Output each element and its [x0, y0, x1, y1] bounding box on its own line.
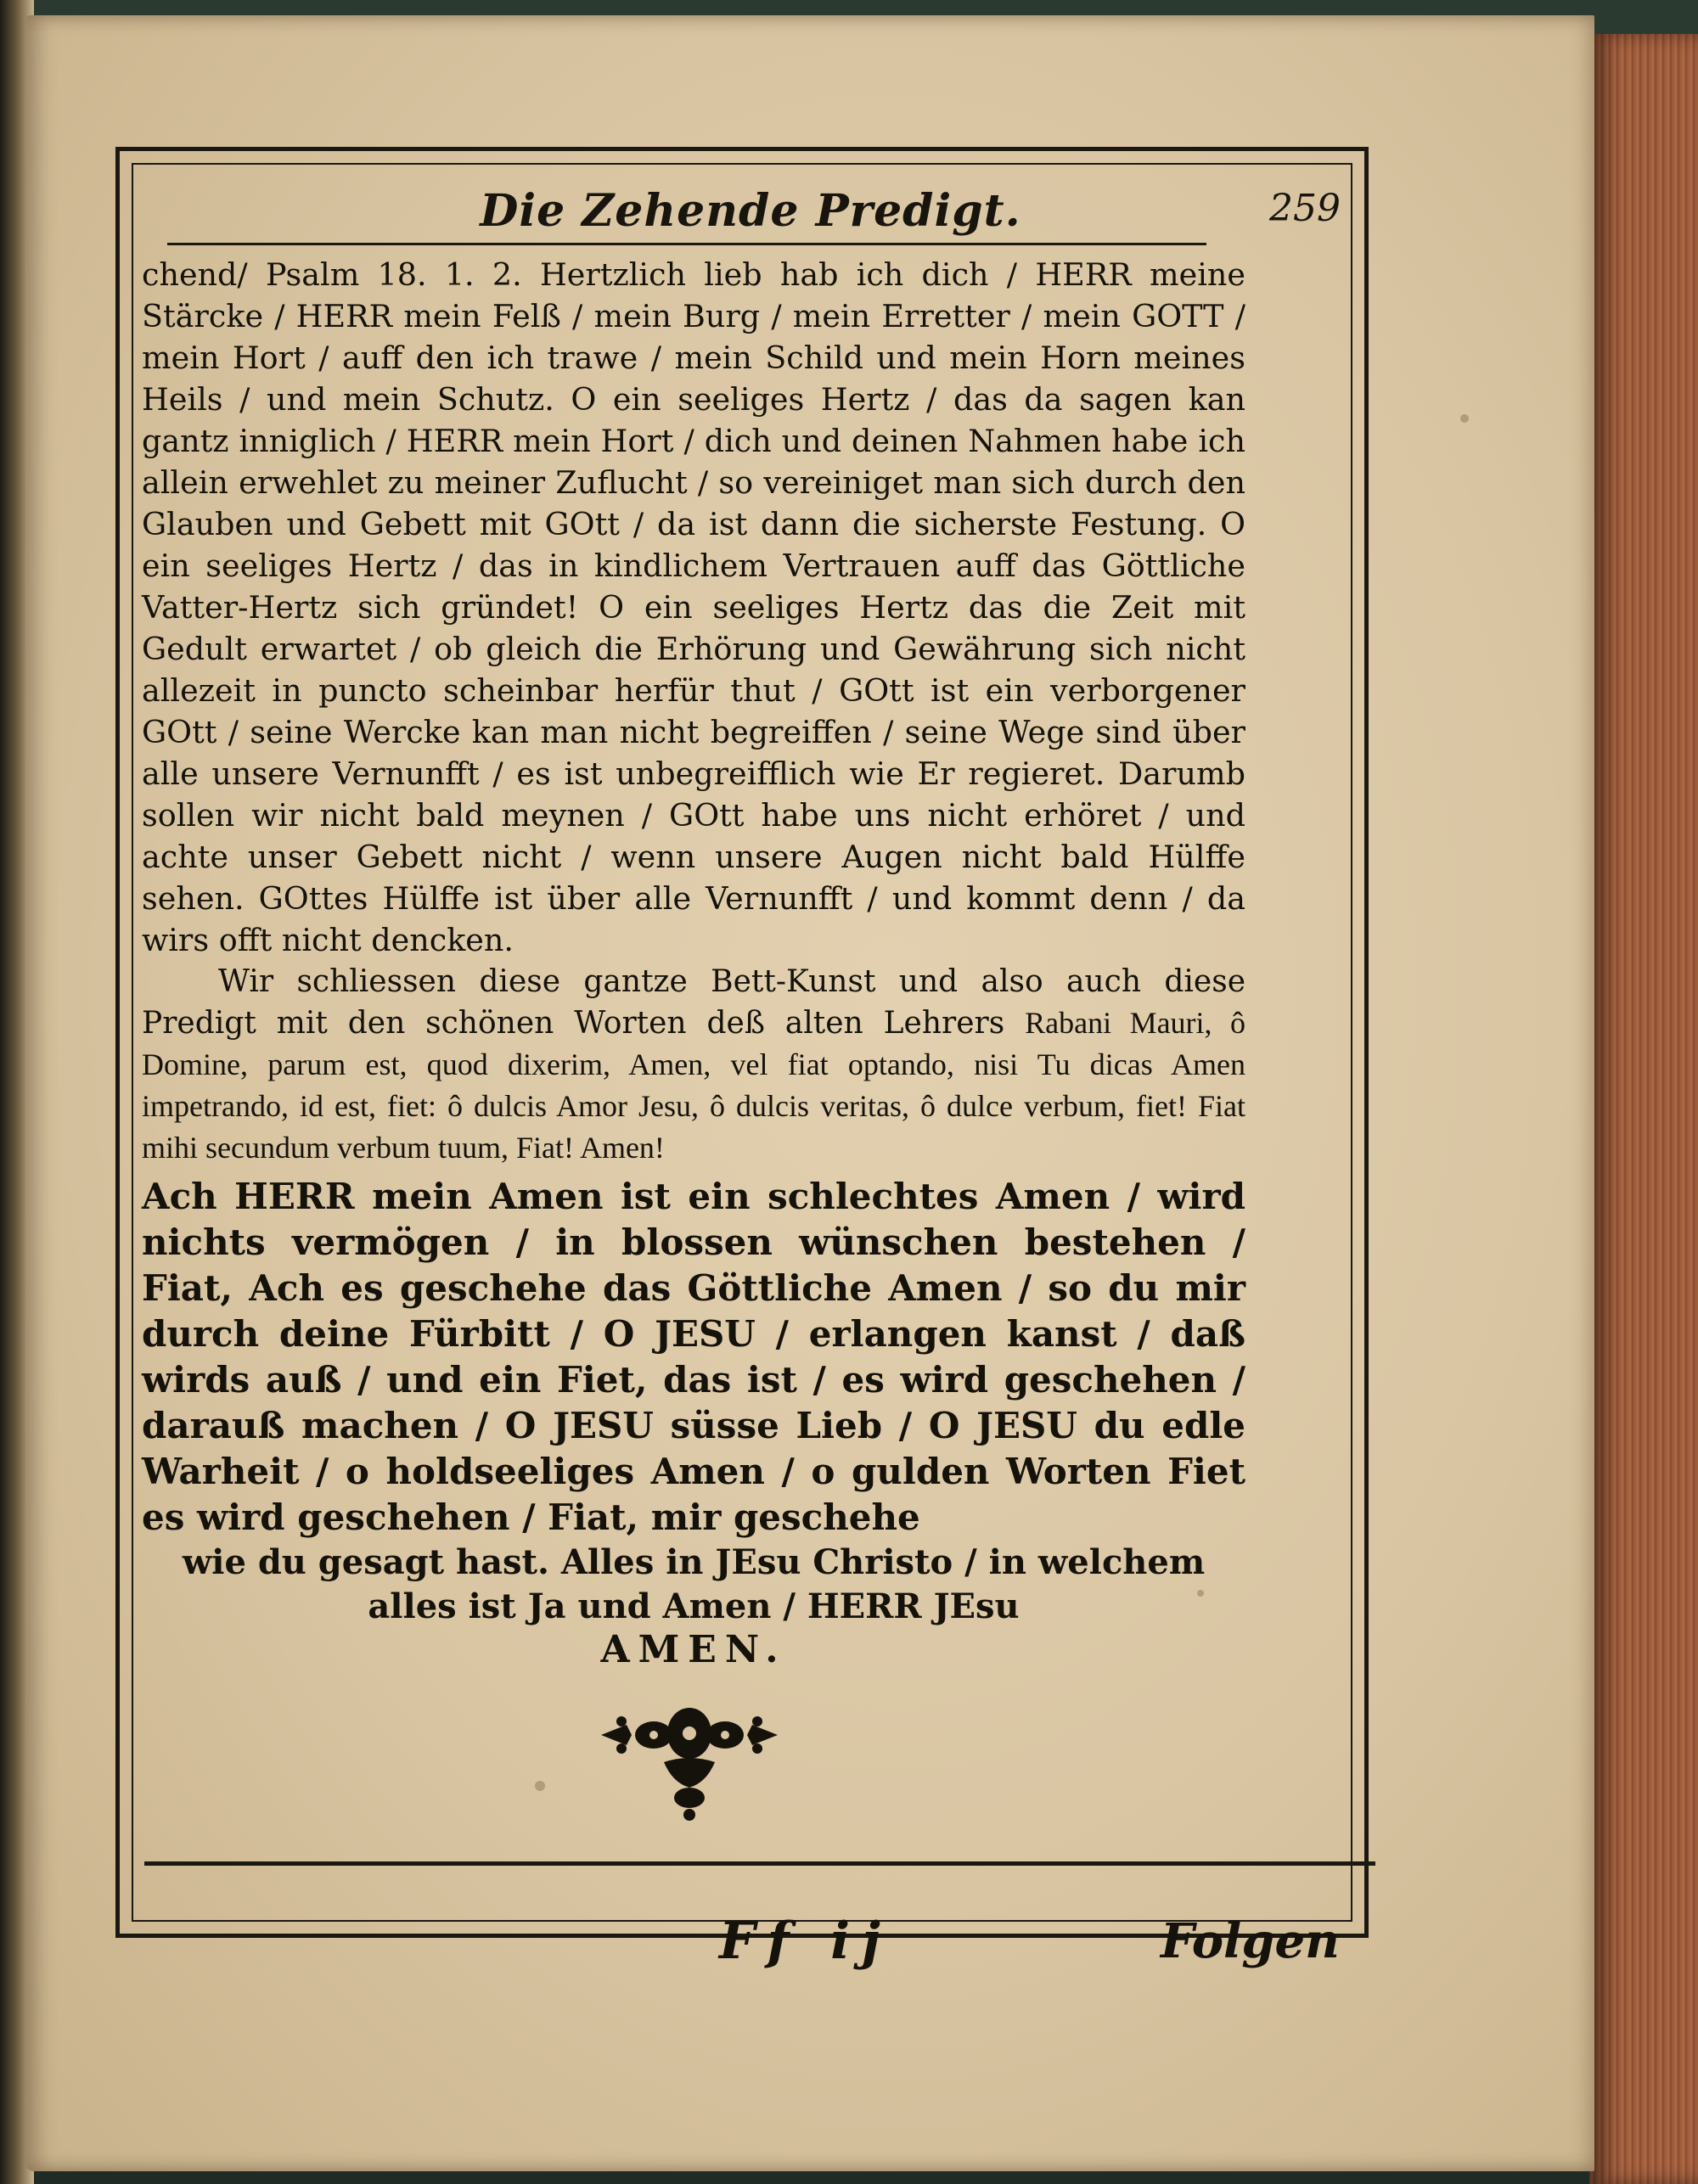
running-title: Die Zehende Predigt. [480, 185, 1021, 237]
sermon-text [142, 254, 1245, 1670]
final-amen: AMEN. [600, 1628, 787, 1671]
body-paragraph-rabanus [142, 961, 1245, 1169]
closing-line: wie du gesagt hast. Alles in JEsu Christo / in welchem [182, 1542, 1206, 1582]
printers-ornament [596, 1701, 783, 1828]
page-header [167, 180, 1341, 239]
printed-frame-inner [132, 163, 1352, 1971]
body-paragraph: chend/ Psalm 18. 1. 2. Hertzlich lieb hab ich dich / HERR meine Stärcke / HERR mein Felß / mein Burg / mein Erretter / mein GOTT / mein Hort / auff den ich trawe / mein Schild und mein Horn meines Heils / und mein Schutz. O ein seeliges Hertz / das da sagen kan gantz inniglich / HERR mein Hort / dich und deinen Nahmen habe ich allein erwehlet zu meiner Zuflucht / so vereiniget man sich durch den Glauben und Gebett mit GOtt / da ist dann die sicherste Festung. O ein seeliges Hertz / das in kindlichem Vertrauen auff das Göttliche Vatter-Hertz sich gründet! O ein seeliges Hertz das die Zeit mit Gedult erwartet / ob gleich die Erhörung und Gewährung sich nicht allezeit in puncto scheinbar herfür thut / GOtt ist ein verborgener GOtt / seine Wercke kan man nicht begreiffen / seine Wege sind über alle unsere Vernunfft / es ist unbegreifflich wie Er regieret. Darumb sollen wir nicht bald meynen / GOtt habe uns nicht erhöret / und achte unser Gebett nicht / wenn unsere Augen nicht bald Hülffe sehen. GOttes Hülffe ist über alle Vernunfft / und kommt denn / da wirs offt nicht dencken. [142, 256, 1245, 958]
printed-frame [115, 147, 1369, 1971]
paper-spot [1460, 414, 1469, 423]
book-fore-edge [1589, 34, 1698, 2184]
german-text: Wir schliessen diese gantze Bett-Kunst und also auch diese Predigt mit den schönen Worten deß alten Lehrers [142, 964, 1245, 1041]
latin-quotation: Rabani Mauri, ô Domine, parum est, quod dixerim, Amen, vel fiat optando, nisi Tu dicas Amen impetrando, id est, fiet: ô dulcis Amor Jesu, ô dulcis veritas, ô dulce verbum, fiet! Fiat mihi secundum verbum tuum, Fiat! Amen! [142, 1006, 1245, 1165]
bottom-rule [144, 1861, 1375, 1866]
closing-line: alles ist Ja und Amen / HERR JEsu [368, 1586, 1020, 1626]
signature-mark: Ff ij [719, 1912, 892, 1971]
page-number: 259 [1269, 187, 1341, 230]
header-rule [167, 243, 1206, 245]
catchword: Folgen [1161, 1913, 1340, 1969]
book-page [25, 15, 1594, 2171]
closing-prayer: Ach HERR mein Amen ist ein schlechtes Amen / wird nichts vermögen / in blossen wünschen bestehen / Fiat, Ach es geschehe das Göttliche Amen / so du mir durch deine Fürbitt / O JESU / erlangen kanst / daß wirds auß / und ein Fiet, das ist / es wird geschehen / darauß machen / O JESU süsse Lieb / O JESU du edle Warheit / o holdseeliges Amen / o gulden Worten Fiet es wird geschehen / Fiat, mir geschehe [142, 1176, 1245, 1538]
